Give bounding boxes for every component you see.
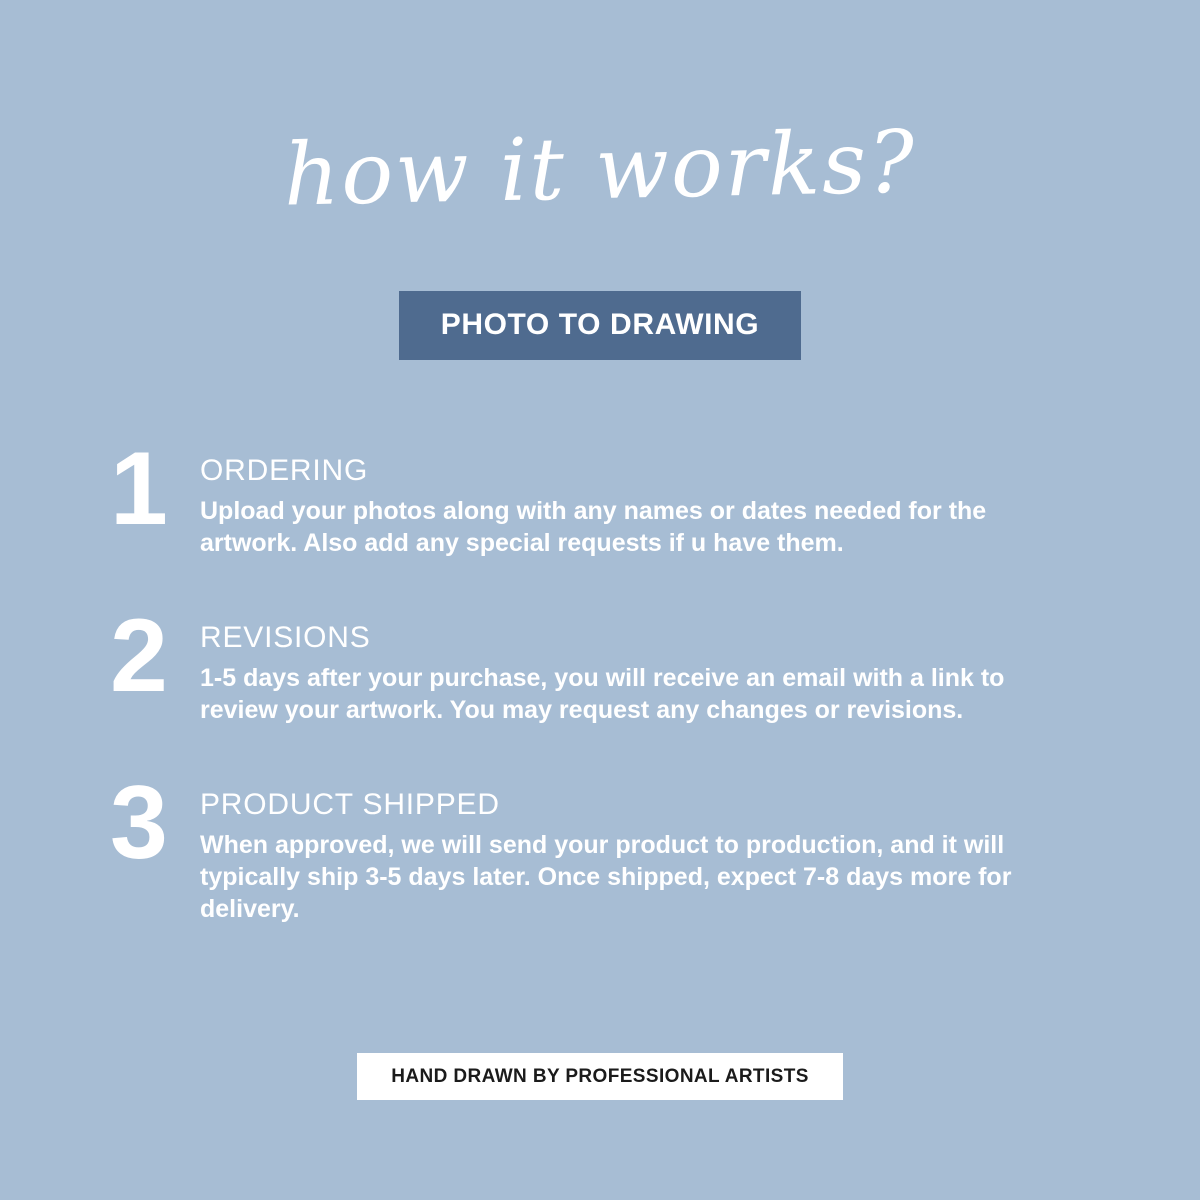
- list-item: [110, 598, 1110, 726]
- footer-ribbon: HAND DRAWN BY PROFESSIONAL ARTISTS: [357, 1053, 843, 1100]
- list-item: [110, 431, 1110, 559]
- step-body: [200, 440, 1110, 559]
- steps-list: [110, 431, 1110, 973]
- step-number: 2: [110, 598, 166, 714]
- status-badge: PHOTO TO DRAWING: [399, 291, 802, 360]
- footer-container: [0, 1053, 1200, 1100]
- step-description: Upload your photos along with any names or dates needed for the artwork. Also add any special requests if u have them.: [200, 497, 987, 557]
- step-body: [200, 607, 1110, 726]
- step-title: PRODUCT SHIPPED: [200, 788, 500, 821]
- step-number: 3: [110, 765, 166, 881]
- step-number: 1: [110, 431, 166, 547]
- step-body: [200, 774, 1110, 925]
- page-title: how it works?: [282, 112, 918, 226]
- badge-container: [0, 291, 1200, 360]
- list-item: [110, 765, 1110, 925]
- step-title: ORDERING: [200, 454, 369, 487]
- step-description: 1-5 days after your purchase, you will receive an email with a link to review your artwork. You may request any changes or revisions.: [200, 664, 1005, 724]
- step-description: When approved, we will send your product to production, and it will typically ship 3-5 days later. Once shipped, expect 7-8 days more for delivery.: [200, 831, 1012, 923]
- step-title: REVISIONS: [200, 621, 371, 654]
